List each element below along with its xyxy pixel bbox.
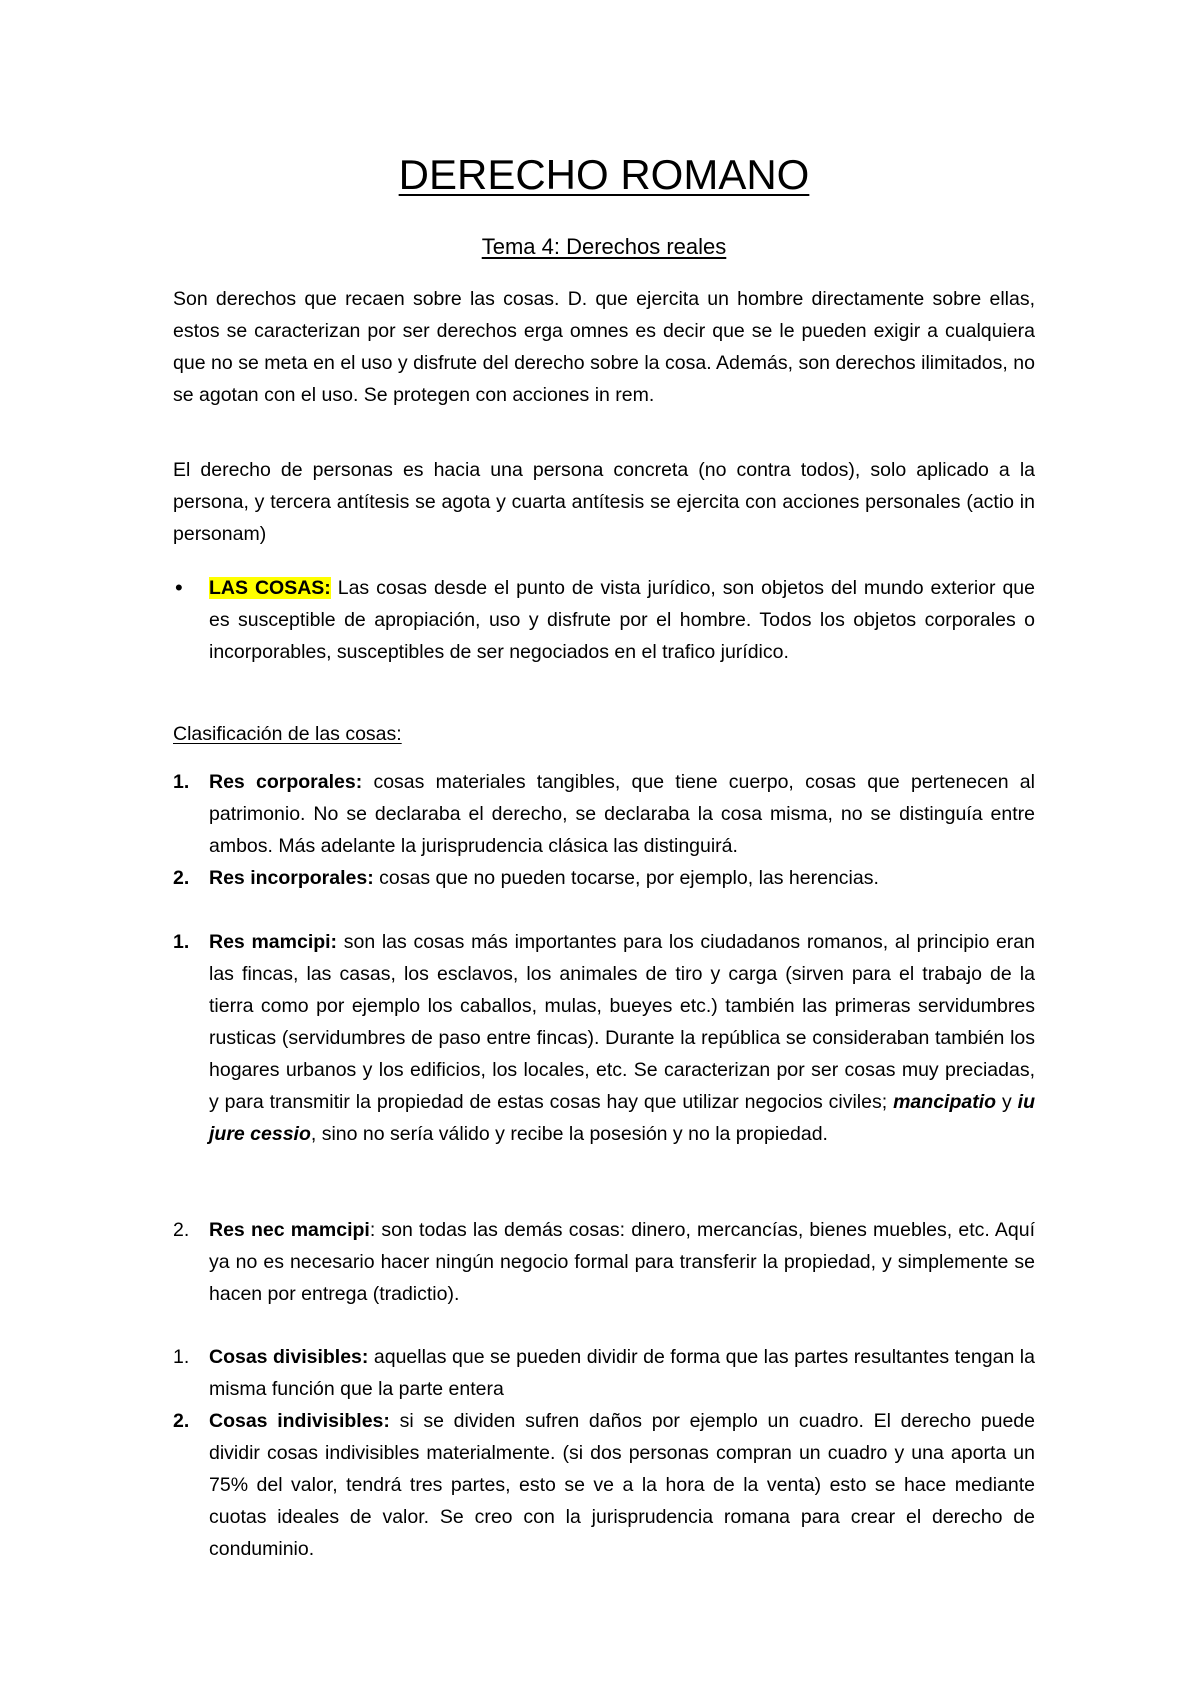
list-text: cosas materiales tangibles, que tiene cuerpo, cosas que pertenecen al patrimonio. No se declaraba el derecho, se declaraba la cosa misma, no se distinguía entre ambos. Más adelante la jurisprudencia clásica las distinguirá. (209, 771, 1035, 857)
bullet-text: Las cosas desde el punto de vista jurídico, son objetos del mundo exterior que es susceptible de apropiación, uso y disfrute por el hombre. Todos los objetos corporales o incorporables, susceptibles de ser negociados en el trafico jurídico. (209, 577, 1035, 663)
list-item (173, 1405, 1035, 1565)
list-text: si se dividen sufren daños por ejemplo un cuadro. El derecho puede dividir cosas indivisibles materialmente. (si dos personas compran un cuadro y una aporta un 75% del valor, tendrá tres partes, esto se ve a la hora de la venta) esto se hace mediante cuotas ideales de valor. Se creo con la jurisprudencia romana para crear el derecho de conduminio. (209, 1410, 1035, 1560)
highlighted-label: LAS COSAS: (209, 577, 331, 599)
list-item (173, 1341, 1035, 1405)
list-item (173, 766, 1035, 862)
personal-rights-paragraph: El derecho de personas es hacia una persona concreta (no contra todos), solo aplicado a la persona, y tercera antítesis se agota y cuarta antítesis se ejercita con acciones personales (actio in personam) (173, 459, 1035, 545)
emphasis-iure-cessio: iu jure cessio (209, 1091, 1035, 1145)
list-term: Cosas divisibles: (209, 1346, 369, 1368)
bullet-marker: • (175, 575, 183, 600)
list-term: Res incorporales: (209, 867, 374, 889)
list-term: Res mamcipi: (209, 931, 338, 953)
list-text-end: , sino no sería válido y recibe la posesión y no la propiedad. (310, 1123, 828, 1145)
list-number: 1. (173, 771, 190, 793)
list-term: Cosas indivisibles: (209, 1410, 390, 1432)
list-item (173, 862, 1035, 894)
classification-heading: Clasificación de las cosas: (173, 723, 402, 745)
list-text: : son todas las demás cosas: dinero, mercancías, bienes muebles, etc. Aquí ya no es necesario hacer ningún negocio formal para transferir la propiedad, y simplemente se hacen por entrega (tradictio). (209, 1219, 1035, 1305)
bullet-item-las-cosas (173, 572, 1035, 668)
list-term: Res nec mamcipi (209, 1219, 370, 1241)
emphasis-mancipatio: mancipatio (893, 1091, 997, 1113)
list-term: Res corporales: (209, 771, 363, 793)
list-text: aquellas que se pueden dividir de forma que las partes resultantes tengan la misma función que la parte entera (209, 1346, 1035, 1400)
list-number: 1. (173, 931, 190, 953)
list-number: 2. (173, 1219, 190, 1241)
document-subtitle: Tema 4: Derechos reales (481, 234, 727, 259)
bullet-body (209, 572, 1035, 668)
list-number: 2. (173, 867, 190, 889)
list-number: 1. (173, 1346, 190, 1368)
document-title: DERECHO ROMANO (398, 151, 810, 198)
intro-paragraph: Son derechos que recaen sobre las cosas. D. que ejercita un hombre directamente sobre ellas, estos se caracterizan por ser derechos erga omnes es decir que se le pueden exigir a cualquiera que no se meta en el uso y disfrute del derecho sobre la cosa. Además, son derechos ilimitados, no se agotan con el uso. Se protegen con acciones in rem. (173, 288, 1035, 406)
list-number: 2. (173, 1410, 190, 1432)
list-text: son las cosas más importantes para los ciudadanos romanos, al principio eran las fincas, las casas, los esclavos, los animales de tiro y carga (sirven para el trabajo de la tierra como por ejemplo los caballos, mulas, bueyes etc.) también las primeras servidumbres rusticas (servidumbres de paso entre fincas). Durante la república se consideraban también los hogares urbanos y los edificios, los locales, etc. Se caracterizan por ser cosas muy preciadas, y para transmitir la propiedad de estas cosas hay que utilizar negocios civiles; (209, 931, 1035, 1113)
list-item (173, 926, 1035, 1150)
list-text: cosas que no pueden tocarse, por ejemplo, las herencias. (373, 867, 879, 889)
list-text-connector: y (996, 1091, 1018, 1113)
list-item (173, 1214, 1035, 1310)
